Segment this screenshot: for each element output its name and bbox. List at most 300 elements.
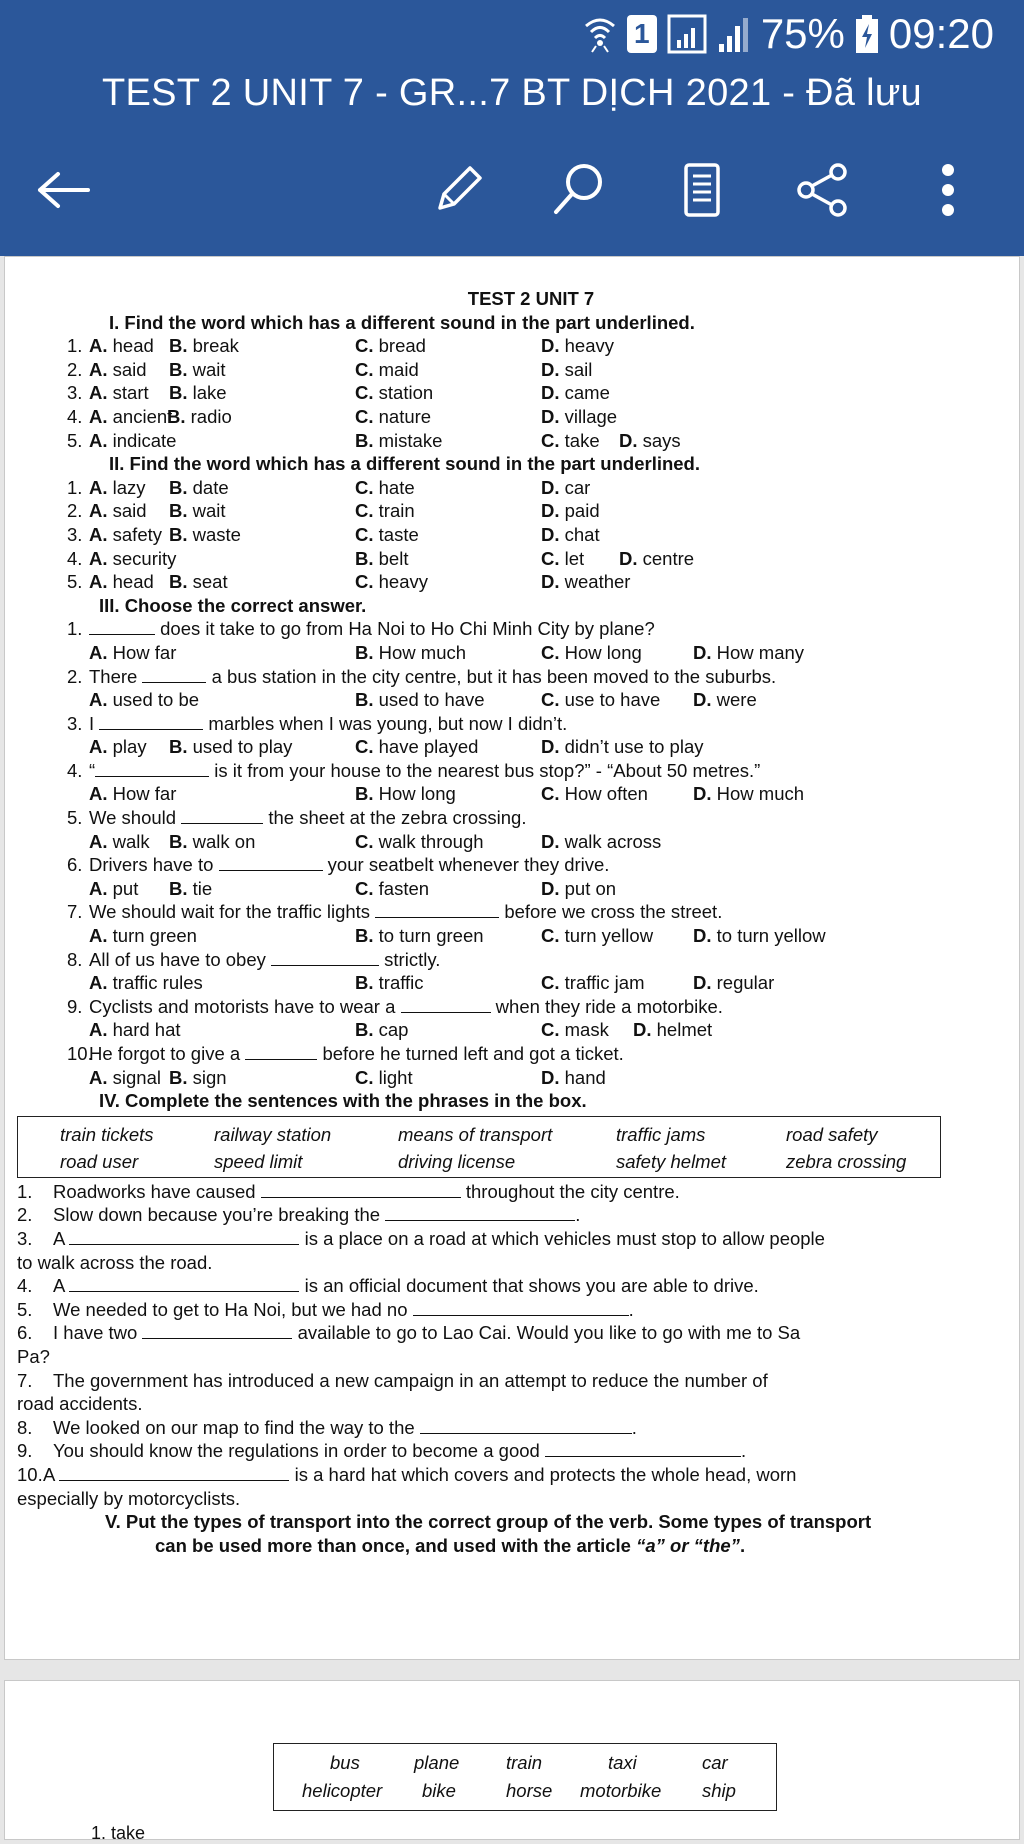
option-letter: A. <box>89 382 108 404</box>
question-number: 9. <box>17 1440 33 1462</box>
question-stem: He forgot to give a before he turned left and got a ticket. <box>89 1043 624 1064</box>
question-number: 2. <box>67 665 83 687</box>
option-letter: A. <box>89 476 108 498</box>
question-stem: I marbles when I was young, but now I didn’t. <box>89 712 568 734</box>
option[interactable] <box>169 358 226 382</box>
question-number: 6. <box>67 854 83 876</box>
toolbar <box>0 150 1024 230</box>
option[interactable]: A. put <box>89 877 139 899</box>
option-letter: A. <box>89 783 108 805</box>
phrase: traffic jams <box>616 1123 706 1145</box>
option-letter: D. <box>693 972 712 994</box>
question-stem: Roadworks have caused throughout the city centre. <box>53 1180 680 1202</box>
question-row <box>67 334 973 358</box>
answer-blank[interactable] <box>69 1276 299 1292</box>
option-letter: B. <box>169 382 188 404</box>
option-letter: B. <box>169 736 188 758</box>
option-letter: A. <box>89 405 108 427</box>
question-continuation: to walk across the road. <box>17 1251 213 1273</box>
question-row <box>17 1369 921 1393</box>
edit-button[interactable] <box>418 150 498 230</box>
question-number: 1. <box>67 476 83 498</box>
option[interactable]: B. walk on <box>169 830 256 852</box>
option[interactable]: D. How many <box>693 641 805 663</box>
option-letter: B. <box>169 500 188 522</box>
transport-word: bike <box>422 1780 456 1801</box>
option[interactable] <box>541 334 614 358</box>
option-word: train <box>378 500 415 522</box>
option[interactable]: A. How far <box>89 641 177 663</box>
option-letter: C. <box>355 736 374 758</box>
option-letter: D. <box>541 877 560 899</box>
options-row <box>89 1066 973 1090</box>
option[interactable]: A. traffic rules <box>89 972 203 994</box>
page-content <box>17 287 973 1557</box>
answer-blank[interactable] <box>401 997 491 1013</box>
question-row <box>67 547 973 571</box>
option[interactable]: A. turn green <box>89 925 197 947</box>
option-letter: B. <box>169 335 188 357</box>
option[interactable] <box>89 358 147 382</box>
document-page-1[interactable] <box>4 256 1020 1660</box>
answer-blank[interactable] <box>261 1182 461 1198</box>
reading-view-button[interactable] <box>662 150 742 230</box>
transport-word: car <box>702 1752 728 1773</box>
section-1-heading: I. Find the word which has a different sound in the part underlined. <box>109 311 695 333</box>
question-continuation: especially by motorcyclists. <box>17 1487 241 1509</box>
option[interactable]: D. walk across <box>541 830 662 852</box>
option-letter: A. <box>89 736 108 758</box>
question-number: 1. <box>17 1180 33 1202</box>
answer-blank[interactable] <box>545 1441 741 1457</box>
section-4-heading: IV. Complete the sentences with the phrases in the box. <box>99 1090 587 1112</box>
option-word: start <box>112 382 149 404</box>
answer-blank[interactable] <box>420 1418 632 1434</box>
question-continuation: road accidents. <box>17 1393 143 1415</box>
question-number: 9. <box>67 995 83 1017</box>
transport-word: ship <box>702 1780 736 1801</box>
question-row <box>67 381 973 405</box>
answer-blank[interactable] <box>142 1323 292 1339</box>
option[interactable] <box>167 405 232 429</box>
option[interactable]: D. to turn yellow <box>693 925 826 947</box>
option-letter: C. <box>541 972 560 994</box>
option[interactable]: C. turn yellow <box>541 925 654 947</box>
option[interactable]: C. light <box>355 1066 413 1088</box>
option[interactable] <box>355 381 433 405</box>
status-bar <box>583 12 994 56</box>
question-row <box>17 1180 921 1204</box>
option[interactable] <box>89 476 146 500</box>
option-letter: D. <box>541 500 560 522</box>
question-stem: You should know the regulations in order to become a good . <box>53 1440 747 1462</box>
section-3-heading: III. Choose the correct answer. <box>99 594 367 616</box>
option[interactable]: C. walk through <box>355 830 484 852</box>
question-stem: A is an official document that shows you are able to drive. <box>53 1275 759 1297</box>
option-word: came <box>564 382 610 404</box>
option[interactable] <box>541 499 600 523</box>
option[interactable] <box>355 570 428 594</box>
question-row <box>67 476 973 500</box>
option-word: hate <box>378 476 415 498</box>
back-button[interactable] <box>24 150 104 230</box>
transport-word: motorbike <box>580 1780 662 1801</box>
option-letter: C. <box>541 783 560 805</box>
option[interactable]: C. use to have <box>541 689 661 711</box>
option[interactable] <box>89 547 176 571</box>
question-stem: There a bus station in the city centre, but it has been moved to the suburbs. <box>89 665 777 687</box>
battery-percent: 75% <box>760 10 845 57</box>
option-letter: B. <box>355 1019 374 1041</box>
option[interactable] <box>355 499 415 523</box>
option-letter: C. <box>355 500 374 522</box>
option[interactable] <box>89 523 162 547</box>
transport-word: plane <box>414 1752 460 1773</box>
option-letter: B. <box>355 641 374 663</box>
transport-word: horse <box>506 1780 553 1801</box>
option[interactable] <box>619 547 694 571</box>
question-stem: Drivers have to your seatbelt whenever they drive. <box>89 854 610 876</box>
answer-blank[interactable] <box>95 761 209 777</box>
question-row <box>67 429 973 453</box>
question-number: 4. <box>67 547 83 569</box>
option-letter: D. <box>541 335 560 357</box>
option-word: car <box>564 476 591 498</box>
option-word: belt <box>378 547 409 569</box>
option[interactable]: D. How much <box>693 783 805 805</box>
share-button[interactable] <box>782 150 862 230</box>
option[interactable]: A. signal <box>89 1066 161 1088</box>
option-letter: D. <box>541 1066 560 1088</box>
options-row <box>89 877 973 901</box>
option[interactable] <box>169 570 228 594</box>
option-word: waste <box>192 523 241 545</box>
answer-blank[interactable] <box>245 1044 317 1060</box>
option[interactable]: A. used to be <box>89 689 200 711</box>
option[interactable]: B. traffic <box>355 972 424 994</box>
option-letter: D. <box>633 1019 652 1041</box>
option-letter: C. <box>541 429 560 451</box>
option-letter: C. <box>355 523 374 545</box>
answer-blank[interactable] <box>413 1300 629 1316</box>
option[interactable]: C. have played <box>355 736 479 758</box>
option-letter: D. <box>693 689 712 711</box>
option-letter: D. <box>693 641 712 663</box>
option[interactable]: A. How far <box>89 783 177 805</box>
clock: 09:20 <box>888 10 994 57</box>
question-number: 8. <box>17 1416 33 1438</box>
question-row <box>17 1203 921 1227</box>
answer-blank[interactable] <box>385 1205 575 1221</box>
option-letter: D. <box>541 830 560 852</box>
options-row <box>89 782 973 806</box>
option[interactable] <box>169 499 226 523</box>
more-options-icon <box>938 162 958 218</box>
option-word: bread <box>378 335 426 357</box>
option-word: lake <box>192 382 227 404</box>
option[interactable] <box>355 547 408 571</box>
question-row <box>67 1042 973 1066</box>
option-letter: B. <box>169 571 188 593</box>
option[interactable] <box>169 334 239 358</box>
question-number: 1. <box>67 618 83 640</box>
question-number: 2. <box>67 500 83 522</box>
question-stem: We should the sheet at the zebra crossing. <box>89 807 527 829</box>
search-icon <box>548 160 608 220</box>
share-icon <box>794 162 850 218</box>
option[interactable] <box>541 358 592 382</box>
answer-blank[interactable] <box>69 1229 299 1245</box>
option-letter: A. <box>89 500 108 522</box>
option-word: head <box>112 571 154 593</box>
question-number: 7. <box>67 901 83 923</box>
option-word: paid <box>564 500 600 522</box>
phrase: means of transport <box>398 1123 553 1145</box>
section-5-heading-line1: V. Put the types of transport into the correct group of the verb. Some types of transport <box>105 1511 872 1533</box>
question-stem: A is a hard hat which covers and protects the whole head, worn <box>43 1463 797 1485</box>
option-letter: A. <box>89 547 108 569</box>
option-letter: B. <box>169 1066 188 1088</box>
option-letter: A. <box>89 335 108 357</box>
option[interactable] <box>355 405 431 429</box>
app-header <box>0 0 1024 256</box>
option[interactable] <box>355 476 415 500</box>
option-letter: D. <box>693 925 712 947</box>
option[interactable]: D. hand <box>541 1066 606 1088</box>
option-letter: D. <box>541 405 560 427</box>
question-number: 3. <box>17 1227 33 1249</box>
option[interactable] <box>169 476 229 500</box>
option-word: security <box>112 547 177 569</box>
option[interactable]: C. traffic jam <box>541 972 645 994</box>
option-word: lazy <box>112 476 146 498</box>
question-number: 3. <box>67 712 83 734</box>
question-number: 1. <box>67 335 83 357</box>
option-letter: A. <box>89 1019 108 1041</box>
option[interactable]: D. put on <box>541 877 617 899</box>
options-row <box>89 1018 973 1042</box>
answer-blank[interactable] <box>89 619 155 635</box>
option-letter: C. <box>355 571 374 593</box>
reading-view-icon <box>682 162 722 218</box>
option-letter: B. <box>169 358 188 380</box>
option[interactable] <box>355 523 419 547</box>
answer-blank[interactable] <box>142 667 206 683</box>
question-stem: We should wait for the traffic lights before we cross the street. <box>89 901 723 923</box>
question-number: 6. <box>17 1322 33 1344</box>
option-letter: A. <box>89 641 108 663</box>
option[interactable]: C. fasten <box>355 877 430 899</box>
phrase-box <box>17 1116 941 1178</box>
question-stem: We needed to get to Ha Noi, but we had no . <box>53 1298 634 1320</box>
option-letter: A. <box>89 429 108 451</box>
option[interactable] <box>541 429 600 453</box>
transport-word: bus <box>330 1752 360 1773</box>
options-row <box>89 830 973 854</box>
test-title: TEST 2 UNIT 7 <box>467 288 595 309</box>
option-letter: C. <box>355 382 374 404</box>
answer-blank[interactable] <box>375 902 499 918</box>
phrase: train tickets <box>60 1123 154 1145</box>
option[interactable]: D. were <box>693 689 757 711</box>
question-row <box>67 523 973 547</box>
option-letter: C. <box>541 689 560 711</box>
option[interactable] <box>619 429 681 453</box>
signal-icon <box>717 14 751 54</box>
option-word: wait <box>192 358 226 380</box>
answer-blank[interactable] <box>271 950 379 966</box>
option-letter: C. <box>355 1066 374 1088</box>
option[interactable] <box>541 381 610 405</box>
answer-blank[interactable] <box>181 808 263 824</box>
question-stem: Cyclists and motorists have to wear a when they ride a motorbike. <box>89 995 723 1017</box>
option-word: weather <box>564 571 631 593</box>
option-word: says <box>642 429 681 451</box>
option[interactable] <box>355 334 426 358</box>
option-letter: B. <box>167 405 186 427</box>
phrase: zebra crossing <box>786 1150 907 1172</box>
heading-articles: “a” or “the” <box>636 1534 740 1556</box>
option[interactable] <box>89 381 149 405</box>
option-letter: A. <box>89 925 108 947</box>
question-stem: We looked on our map to find the way to the . <box>53 1416 637 1438</box>
option-letter: D. <box>541 736 560 758</box>
option[interactable]: C. How often <box>541 783 648 805</box>
question-number: 2. <box>67 358 83 380</box>
option[interactable] <box>355 429 442 453</box>
option[interactable]: B. used to play <box>169 736 293 758</box>
options-row <box>89 735 973 759</box>
question-number: 8. <box>67 948 83 970</box>
option[interactable] <box>169 523 241 547</box>
option-letter: C. <box>355 358 374 380</box>
option[interactable]: D. regular <box>693 972 775 994</box>
transport-word: taxi <box>608 1752 637 1773</box>
option-word: heavy <box>378 571 429 593</box>
question-row <box>17 1321 921 1345</box>
question-stem: The government has introduced a new campaign in an attempt to reduce the number of <box>53 1369 768 1391</box>
option-letter: D. <box>541 476 560 498</box>
option[interactable]: B. cap <box>355 1019 409 1041</box>
option[interactable]: B. sign <box>169 1066 227 1088</box>
option-letter: B. <box>355 972 374 994</box>
wifi-icon <box>583 14 617 54</box>
search-button[interactable] <box>538 150 618 230</box>
option-word: taste <box>378 523 419 545</box>
document-page-2[interactable] <box>4 1680 1020 1843</box>
option[interactable] <box>541 405 617 429</box>
phrase: road user <box>60 1150 139 1172</box>
option[interactable]: C. How long <box>541 641 642 663</box>
option-letter: D. <box>619 429 638 451</box>
question-row <box>17 1439 921 1463</box>
question-row <box>17 1298 921 1322</box>
phrase: safety helmet <box>616 1150 727 1172</box>
question-number: 4. <box>67 405 83 427</box>
question-row <box>17 1416 921 1440</box>
option-word: radio <box>190 405 232 427</box>
question-row <box>67 900 973 924</box>
question-row <box>67 405 973 429</box>
option[interactable]: A. play <box>89 736 147 758</box>
option[interactable] <box>541 476 590 500</box>
option[interactable]: B. to turn green <box>355 925 484 947</box>
option[interactable]: B. tie <box>169 877 213 899</box>
option[interactable] <box>89 405 172 429</box>
option-letter: B. <box>355 429 374 451</box>
option[interactable]: D. didn’t use to play <box>541 736 704 758</box>
question-stem: “ is it from your house to the nearest bus stop?” - “About 50 metres.” <box>89 759 761 781</box>
back-arrow-icon <box>36 170 92 210</box>
option[interactable] <box>169 381 227 405</box>
question-row <box>67 759 973 783</box>
option-letter: A. <box>89 571 108 593</box>
option[interactable] <box>89 570 154 594</box>
option[interactable]: A. walk <box>89 830 150 852</box>
more-options-button[interactable] <box>908 150 988 230</box>
option[interactable] <box>355 358 419 382</box>
question-row <box>67 665 973 689</box>
option[interactable] <box>89 499 147 523</box>
partial-question: 1. take <box>91 1823 146 1843</box>
option-letter: C. <box>541 925 560 947</box>
option[interactable]: A. hard hat <box>89 1019 181 1041</box>
option[interactable] <box>89 429 176 453</box>
option-letter: D. <box>541 523 560 545</box>
option-letter: A. <box>89 1066 108 1088</box>
heading-text: can be used more than once, and used with the article <box>155 1534 637 1556</box>
option[interactable] <box>89 334 154 358</box>
option-letter: A. <box>89 972 108 994</box>
option-letter: A. <box>89 877 108 899</box>
question-row <box>67 995 973 1019</box>
question-number: 10. <box>67 1043 93 1064</box>
option-word: chat <box>564 523 600 545</box>
option-word: mistake <box>378 429 443 451</box>
option[interactable]: B. How long <box>355 783 456 805</box>
answer-blank[interactable] <box>99 714 203 730</box>
option-letter: C. <box>541 1019 560 1041</box>
option-letter: A. <box>89 830 108 852</box>
option-letter: B. <box>169 830 188 852</box>
question-row <box>17 1463 921 1487</box>
option-word: nature <box>378 405 432 427</box>
option[interactable] <box>541 547 584 571</box>
option-word: village <box>564 405 618 427</box>
option-word: heavy <box>564 335 615 357</box>
option[interactable] <box>541 523 600 547</box>
question-row <box>67 499 973 523</box>
option[interactable]: B. used to have <box>355 689 485 711</box>
phrase: railway station <box>214 1123 332 1145</box>
answer-blank[interactable] <box>219 855 323 871</box>
option[interactable]: D. helmet <box>633 1019 713 1041</box>
option-letter: C. <box>355 877 374 899</box>
question-row <box>67 570 973 594</box>
answer-blank[interactable] <box>59 1465 289 1481</box>
option-letter: C. <box>541 641 560 663</box>
question-number: 7. <box>17 1369 33 1391</box>
option-letter: B. <box>169 476 188 498</box>
option[interactable]: B. How much <box>355 641 467 663</box>
question-stem: does it take to go from Ha Noi to Ho Chi Minh City by plane? <box>89 617 655 641</box>
option-word: safety <box>112 523 162 545</box>
option[interactable]: C. mask <box>541 1019 609 1041</box>
option[interactable] <box>541 570 630 594</box>
battery-charging-icon <box>855 14 879 54</box>
question-number: 3. <box>67 523 83 545</box>
option-word: break <box>192 335 239 357</box>
